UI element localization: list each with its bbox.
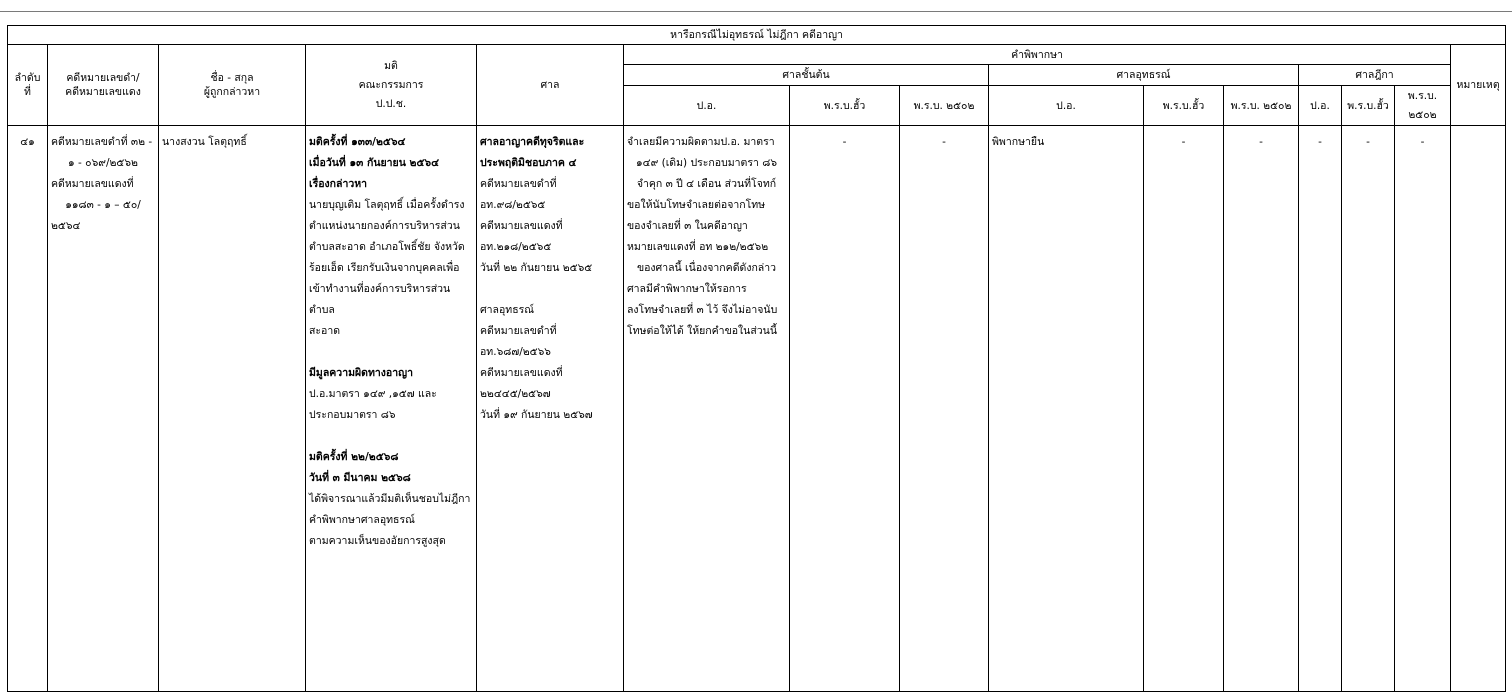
header-remark: หมายเหตุ [1451, 45, 1506, 126]
cell-case-no: คดีหมายเลขดำที่ ๓๒ - ๑ - ๐๖๙/๒๕๖๒ คดีหมายเลขแดงที่ ๑๑๘๓ - ๑ – ๕๐/ ๒๕๖๔ [48, 126, 159, 692]
cell-appeal-pr-old: - [1144, 126, 1224, 692]
case-table [7, 25, 1506, 692]
header-name: ชื่อ - สกุล ผู้ถูกกล่าวหา [159, 45, 306, 126]
header-appeal-court: ศาลอุทธรณ์ [989, 65, 1299, 86]
header-supreme-pr-old: พ.ร.บ.ฮั้ว [1342, 86, 1395, 126]
header-court: ศาล [477, 45, 624, 126]
cell-first-pr-old: - [790, 126, 900, 692]
cell-appeal-po: พิพากษายืน [989, 126, 1144, 692]
header-supreme-pr-2502: พ.ร.บ. ๒๕๐๒ [1395, 86, 1451, 126]
cell-supreme-pr-old: - [1342, 126, 1395, 692]
cell-supreme-pr-2502: - [1395, 126, 1451, 692]
header-appeal-pr-old: พ.ร.บ.ฮั้ว [1144, 86, 1224, 126]
cell-first-po: จำเลยมีความผิดตามป.อ. มาตรา ๑๔๙ (เดิม) ประกอบมาตรา ๘๖ จำคุก ๓ ปี ๔ เดือน ส่วนที่โจทก์ ขอให้นับโทษจำเลยต่อจากโทษ ของจำเลยที่ ๓ ในคดีอาญา หมายเลขแดงที่ อท ๒๑๒/๒๕๖๒ ของศาลนี้ เนื่องจากคดีดังกล่าว ศาลมีคำพิพากษาให้รอการ ลงโทษจำเลยที่ ๓ ไว้ จึงไม่อาจนับ โทษต่อให้ได้ ให้ยกคำขอในส่วนนี้ [624, 126, 790, 692]
header-no: ลำดับ ที่ [8, 45, 48, 126]
header-first-pr-old: พ.ร.บ.ฮั้ว [790, 86, 900, 126]
table-title: หารือกรณีไม่อุทธรณ์ ไม่ฎีกา คดีอาญา [8, 26, 1506, 45]
cell-no: ๔๑ [8, 126, 48, 692]
header-resolution: มติ คณะกรรมการ ป.ป.ช. [306, 45, 477, 126]
header-supreme-po: ป.อ. [1299, 86, 1342, 126]
cell-resolution: มติครั้งที่ ๑๓๓/๒๕๖๔ เมื่อวันที่ ๑๓ กันยายน ๒๕๖๔ เรื่องกล่าวหา นายบุญเติม โลตุฤทธิ์ เมื่อครั้งดำรง ตำแหน่งนายกองค์การบริหารส่วน ตำบลสะอาด อำเภอโพธิ์ชัย จังหวัด ร้อยเอ็ด เรียกรับเงินจากบุคคลเพื่อ เข้าทำงานที่องค์การบริหารส่วนตำบล สะอาด มีมูลความผิดทางอาญา ป.อ.มาตรา ๑๔๙ ,๑๕๗ และ ประกอบมาตรา ๘๖ มติครั้งที่ ๒๒/๒๕๖๘ วันที่ ๓ มีนาคม ๒๕๖๘ ได้พิจารณาแล้วมีมติเห็นชอบไม่ฎีกา คำพิพากษาศาลอุทธรณ์ ตามความเห็นของอัยการสูงสุด [306, 126, 477, 692]
cell-court: ศาลอาญาคดีทุจริตและ ประพฤติมิชอบภาค ๔ คดีหมายเลขดำที่ อท.๙๘/๒๕๖๕ คดีหมายเลขแดงที่ อท.๒๑๘/๒๕๖๕ วันที่ ๒๒ กันยายน ๒๕๖๕ ศาลอุทธรณ์ คดีหมายเลขดำที่ อท.๖๘๗/๒๕๖๖ คดีหมายเลขแดงที่ ๒๒๔๔๕/๒๕๖๗ วันที่ ๑๙ กันยายน ๒๕๖๗ [477, 126, 624, 692]
header-judgment: คำพิพากษา [624, 45, 1451, 65]
header-first-pr-2502: พ.ร.บ. ๒๕๐๒ [900, 86, 989, 126]
cell-supreme-po: - [1299, 126, 1342, 692]
cell-first-pr-2502: - [900, 126, 989, 692]
cell-appeal-pr-2502: - [1224, 126, 1299, 692]
header-supreme-court: ศาลฎีกา [1299, 65, 1451, 86]
header-first-court: ศาลชั้นต้น [624, 65, 989, 86]
table-row [8, 126, 1506, 692]
cell-remark [1451, 126, 1506, 692]
header-appeal-pr-2502: พ.ร.บ. ๒๕๐๒ [1224, 86, 1299, 126]
header-appeal-po: ป.อ. [989, 86, 1144, 126]
cell-name: นางสงวน โลตุฤทธิ์ [159, 126, 306, 692]
header-case-no: คดีหมายเลขดำ/ คดีหมายเลขแดง [48, 45, 159, 126]
top-divider [0, 0, 1512, 12]
header-first-po: ป.อ. [624, 86, 790, 126]
